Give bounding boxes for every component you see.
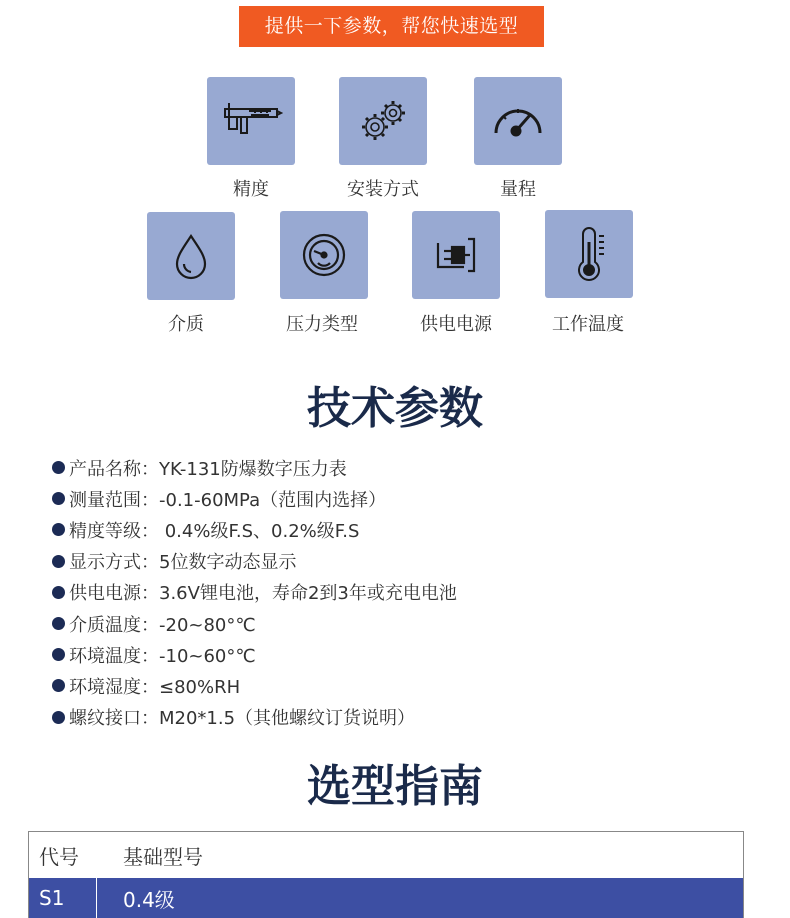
param-item: 环境湿度：≤80%RH: [52, 670, 457, 701]
label-pressure-type: 压力类型: [286, 314, 358, 335]
label-power-supply: 供电电源: [420, 314, 492, 335]
selection-table: [28, 831, 744, 918]
caliper-icon: [207, 77, 295, 165]
param-item: 环境温度：-10~60°℃: [52, 639, 457, 670]
label-medium: 介质: [168, 314, 204, 335]
pressure-dial-icon: [280, 211, 368, 299]
gauge-icon: [474, 77, 562, 165]
param-item: 介质温度：-20~80°℃: [52, 608, 457, 639]
gears-icon: [339, 77, 427, 165]
table-row: [29, 878, 743, 918]
label-working-temp: 工作温度: [552, 314, 624, 335]
label-installation: 安装方式: [347, 179, 419, 200]
bullet-icon: [52, 461, 65, 474]
param-item: 显示方式：5位数字动态显示: [52, 546, 457, 577]
cell-code: S1: [29, 878, 97, 918]
params-list: [52, 452, 457, 733]
bullet-icon: [52, 586, 65, 599]
bullet-icon: [52, 648, 65, 661]
param-item: 产品名称：YK-131防爆数字压力表: [52, 452, 457, 483]
header-base-model: 基础型号: [123, 844, 203, 869]
bullet-icon: [52, 711, 65, 724]
selection-guide-title: 选型指南: [307, 761, 483, 812]
thermometer-icon: [545, 210, 633, 298]
label-precision: 精度: [233, 179, 269, 200]
label-range: 量程: [500, 179, 536, 200]
banner: 提供一下参数，帮您快速选型: [239, 6, 544, 47]
bullet-icon: [52, 679, 65, 692]
drop-icon: [147, 212, 235, 300]
table-header: [29, 832, 743, 878]
cell-base-model: 0.4级: [123, 887, 175, 912]
tech-params-title: 技术参数: [307, 383, 483, 434]
param-item: 测量范围：-0.1-60MPa（范围内选择）: [52, 483, 457, 514]
param-item: 螺纹接口：M20*1.5（其他螺纹订货说明）: [52, 702, 457, 733]
param-item: 精度等级： 0.4%级F.S、0.2%级F.S: [52, 514, 457, 545]
bullet-icon: [52, 523, 65, 536]
bullet-icon: [52, 555, 65, 568]
param-item: 供电电源：3.6V锂电池，寿命2到3年或充电电池: [52, 577, 457, 608]
header-code: 代号: [39, 844, 79, 869]
plug-icon: [412, 211, 500, 299]
bullet-icon: [52, 617, 65, 630]
bullet-icon: [52, 492, 65, 505]
